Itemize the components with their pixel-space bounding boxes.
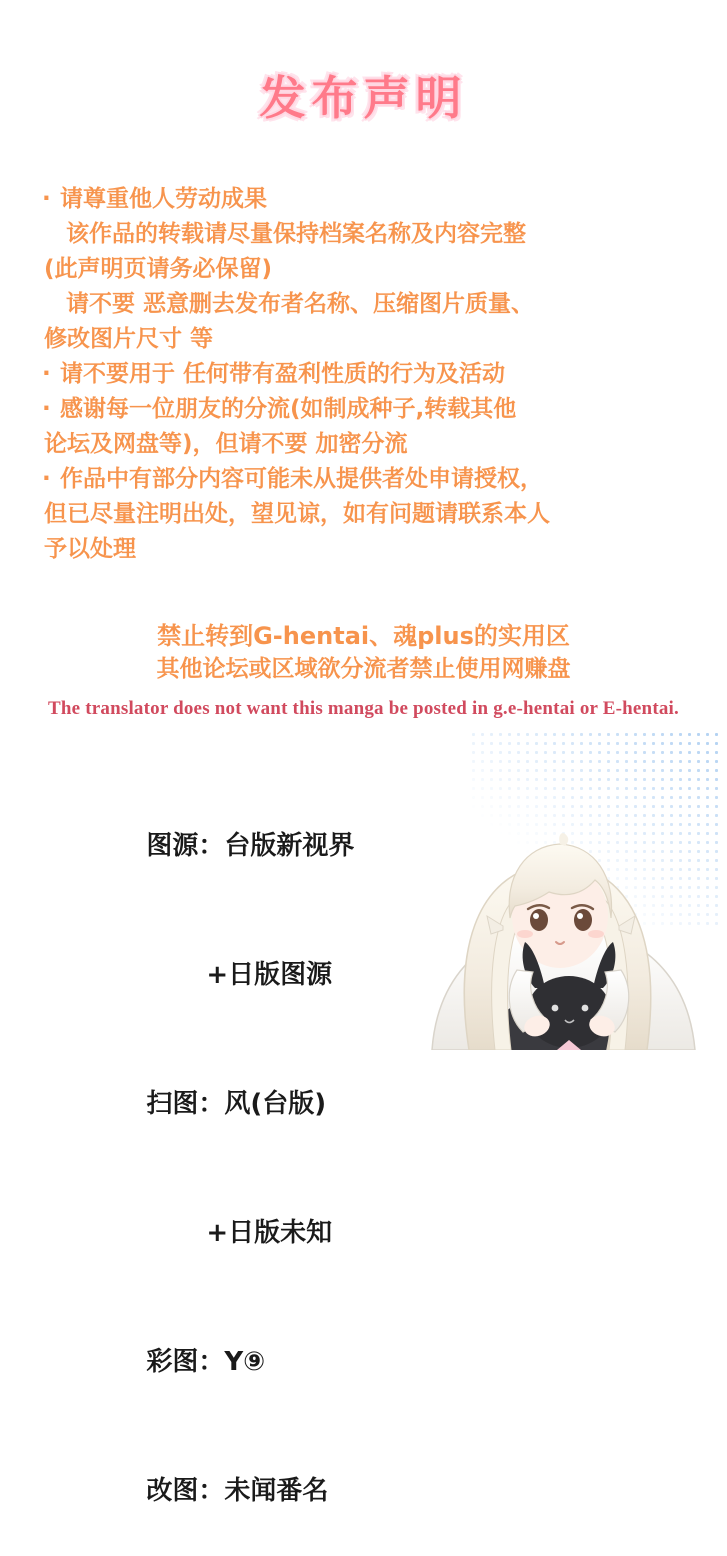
credits-label: 彩图： [146, 1347, 225, 1377]
notice-line: · 请尊重他人劳动成果 [44, 182, 684, 217]
credits-label: 扫图： [146, 1089, 225, 1119]
notice-line: 予以处理 [44, 536, 136, 562]
credits-row [92, 911, 432, 1040]
credits-value: +日版图源 [206, 960, 333, 990]
warning-line-1: 禁止转到G-hentai、魂plus的实用区 [157, 622, 570, 650]
notice-line: 请不要 恶意删去发布者名称、压缩图片质量、 [66, 291, 535, 317]
notice-line: · 作品中有部分内容可能未从提供者处申请授权， [44, 462, 684, 497]
notice-line: 论坛及网盘等)，但请不要 加密分流 [44, 431, 408, 457]
notice-block [44, 182, 684, 567]
warning-block [0, 620, 727, 686]
notice-line: 但已尽量注明出处，望见谅，如有问题请联系本人 [44, 501, 550, 527]
notice-line: · 感谢每一位朋友的分流(如制成种子,转载其他 [44, 392, 684, 427]
credits-value: 未闻番名 [224, 1476, 329, 1506]
credits-label: 图源： [146, 831, 225, 861]
credits-row [92, 782, 432, 911]
page-title: 发布声明 [259, 71, 468, 125]
notice-line: 修改图片尺寸 等 [44, 326, 214, 352]
illustration-anime-girl [397, 720, 727, 1050]
credits-value: Y⑨ [224, 1347, 266, 1377]
credits-row [92, 1298, 432, 1427]
credits-row [92, 1427, 432, 1556]
credits-block [92, 782, 432, 1556]
notice-line: 该作品的转载请尽量保持档案名称及内容完整 [66, 221, 526, 247]
credits-row [92, 1040, 432, 1169]
credits-label: 改图： [146, 1476, 225, 1506]
notice-line: · 请不要用于 任何带有盈利性质的行为及活动 [44, 357, 684, 392]
warning-line-2: 其他论坛或区域欲分流者禁止使用网赚盘 [156, 656, 571, 682]
warning-english: The translator does not want this manga be posted in g.e-hentai or E-hentai. [48, 698, 679, 719]
credits-value: 台版新视界 [224, 831, 355, 861]
notice-line: (此声明页请务必保留) [44, 256, 273, 282]
credits-value: +日版未知 [206, 1218, 333, 1248]
credits-value: 风(台版) [224, 1089, 327, 1119]
credits-row [92, 1169, 432, 1298]
